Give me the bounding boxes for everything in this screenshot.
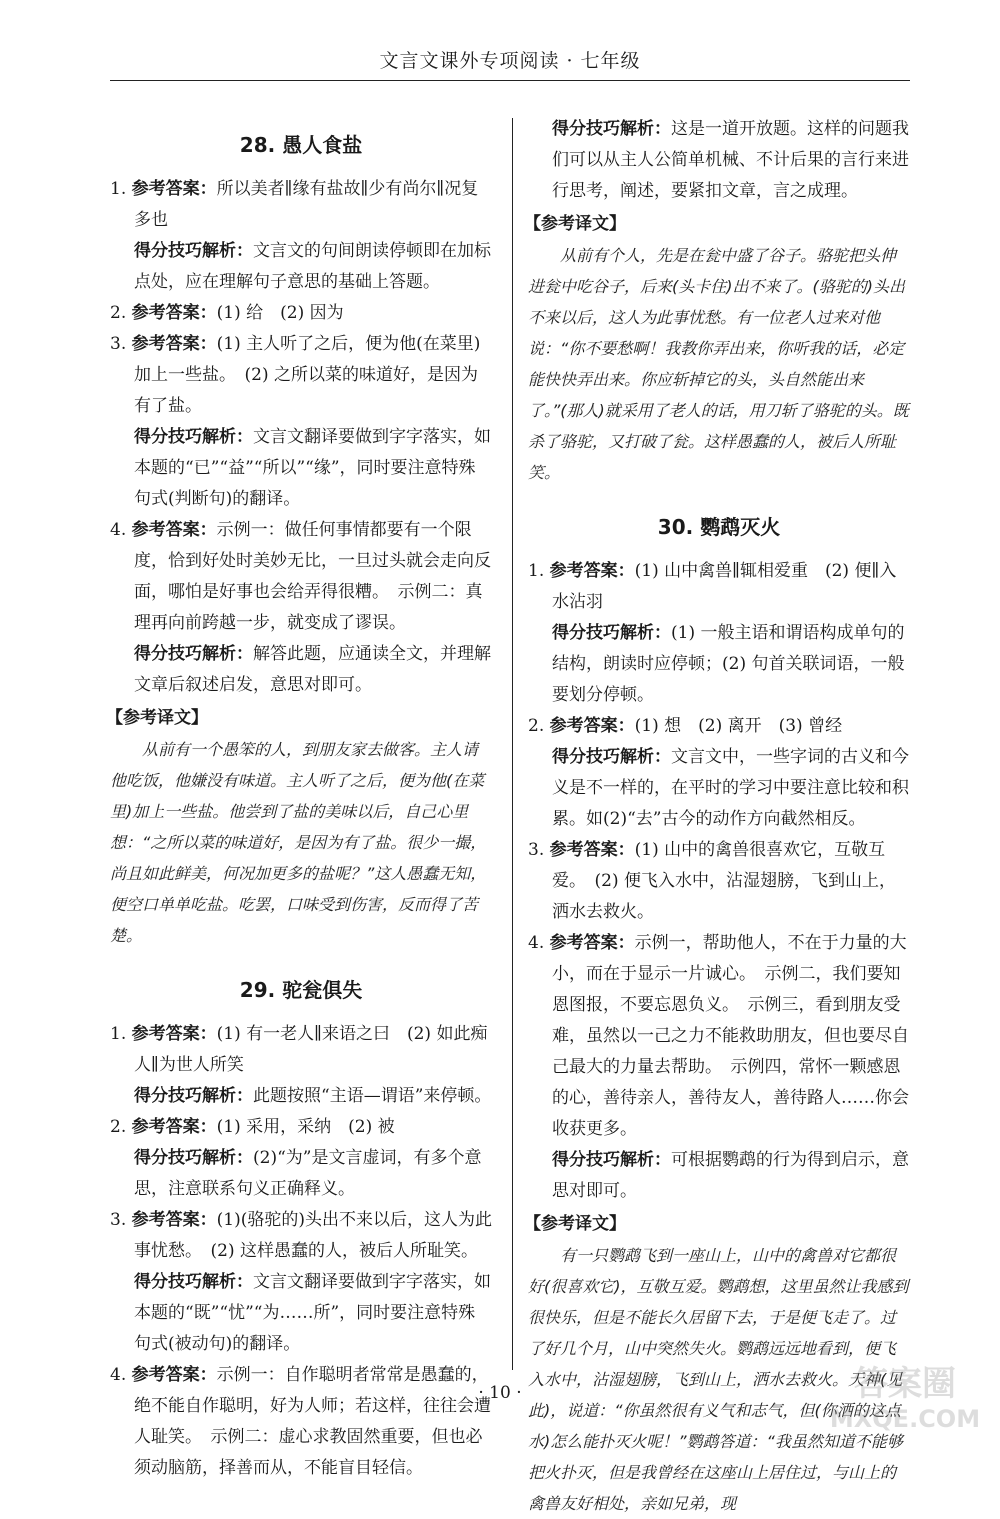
answer-text: 示例一：自作聪明者常常是愚蠢的，绝不能自作聪明，好为人师；若这样，往往会遭人耻笑。 示例二：虚心求教固然重要，但也必须动脑筋，择善而从，不能盲目轻信。 <box>134 1365 491 1478</box>
answer-text: 示例一：做任何事情都要有一个限度，恰到好处时美妙无比，一旦过头就会走向反面，哪怕是好事也会给弄得很糟。 示例二：真理再向前跨越一步，就变成了谬误。 <box>134 520 491 633</box>
tip-text: 文言文中，一些字词的古义和今义是不一样的，在平时的学习中要注意比较和积累。如(2)“去”古今的动作方向截然相反。 <box>552 747 909 829</box>
tip-text: (1) 一般主语和谓语构成单句的结构，朗读时应停顿；(2) 句首关联词语，一般要划分停顿。 <box>552 623 905 705</box>
answer-item <box>110 174 492 236</box>
watermark-url: MXQE.COM <box>829 1405 981 1433</box>
tip-text: 这是一道开放题。这样的问题我们可以从主人公简单机械、不计后果的言行来进行思考，阐述，要紧扣文章，言之成理。 <box>552 119 909 201</box>
answer-text: (1) 主人听了之后，便为他(在菜里)加上一些盐。 (2) 之所以菜的味道好，是因为有了盐。 <box>134 334 481 416</box>
item-number: 3. <box>110 334 127 354</box>
answer-label: 参考答案： <box>131 1210 217 1230</box>
item-number: 4. <box>110 1365 127 1385</box>
answer-label: 参考答案： <box>131 303 217 323</box>
item-number: 1. <box>110 179 127 199</box>
tip <box>110 1081 492 1112</box>
item-number: 1. <box>110 1024 127 1044</box>
answer-item <box>528 928 910 1145</box>
right-column <box>524 100 910 1519</box>
item-number: 1. <box>528 561 545 581</box>
answer-text: (1) 山中的禽兽很喜欢它，互敬互爱。 (2) 便飞入水中，沾湿翅膀，飞到山上，洒水去救火。 <box>552 840 896 922</box>
reference-translation-label: 【参考译文】 <box>524 214 626 234</box>
answer-label: 参考答案： <box>549 716 635 736</box>
column-divider <box>512 118 513 1370</box>
answer-item <box>528 556 910 618</box>
answer-label: 参考答案： <box>131 179 217 199</box>
tip <box>528 114 910 207</box>
tip-label: 得分技巧解析： <box>134 427 253 447</box>
section-title-30: 30. 鹦鹉灭火 <box>657 515 781 539</box>
tip <box>110 422 492 515</box>
left-column <box>106 100 492 1484</box>
item-number: 4. <box>528 933 545 953</box>
answer-label: 参考答案： <box>131 1024 217 1044</box>
tip-label: 得分技巧解析： <box>552 1150 671 1170</box>
tip-label: 得分技巧解析： <box>134 241 253 261</box>
answer-item <box>110 515 492 639</box>
answer-item <box>110 298 492 329</box>
running-header: 文言文课外专项阅读 · 七年级 <box>379 50 641 72</box>
answer-item <box>110 1019 492 1081</box>
answer-text: (1) 想 (2) 离开 (3) 曾经 <box>634 716 843 736</box>
answer-label: 参考答案： <box>131 520 217 540</box>
reference-translation: 从前有一个愚笨的人，到朋友家去做客。主人请他吃饭，他嫌没有味道。主人听了之后，便为他(在菜里)加上一些盐。他尝到了盐的美味以后，自己心里想：“之所以菜的味道好，是因为有了盐。很少一撮，尚且如此鲜美，何况加更多的盐呢？”这人愚蠢无知，便空口单单吃盐。吃罢，口味受到伤害，反而得了苦楚。 <box>110 740 487 945</box>
tip-text: 文言文翻译要做到字字落实，如本题的“已”“益”“所以”“缘”，同时要注意特殊句式(判断句)的翻译。 <box>134 427 491 509</box>
item-number: 4. <box>110 520 127 540</box>
reference-translation-label: 【参考译文】 <box>106 708 208 728</box>
answer-item <box>110 1360 492 1484</box>
item-number: 2. <box>110 1117 127 1137</box>
reference-translation: 有一只鹦鹉飞到一座山上，山中的禽兽对它都很好(很喜欢它)，互敬互爱。鹦鹉想，这里虽然让我感到很快乐，但是不能长久居留下去，于是便飞走了。过了好几个月，山中突然失火。鹦鹉远远地看到，便飞入水中，沾湿翅膀，飞到山上，洒水去救火。天神(见此)，说道：“你虽然很有义气和志气，但(你洒的这点水)怎么能扑灭火呢！”鹦鹉答道：“我虽然知道不能够把火扑灭，但是我曾经在这座山上居住过，与山上的禽兽友好相处，亲如兄弟，现 <box>528 1246 909 1513</box>
tip-text: 文言文的句间朗读停顿即在加标点处，应在理解句子意思的基础上答题。 <box>134 241 491 292</box>
header-rule <box>110 80 910 81</box>
item-number: 3. <box>528 840 545 860</box>
tip <box>110 236 492 298</box>
answer-item <box>110 1205 492 1267</box>
answer-text: (1) 山中禽兽∥辄相爱重 (2) 便∥入水沾羽 <box>552 561 897 612</box>
answer-item <box>528 835 910 928</box>
item-number: 2. <box>528 716 545 736</box>
tip-text: 解答此题，应通读全文，并理解文章后叙述启发，意思对即可。 <box>134 644 491 695</box>
answer-text: 示例一，帮助他人，不在于力量的大小，而在于显示一片诚心。 示例二，我们要知恩图报，不要忘恩负义。 示例三，看到朋友受难，虽然以一己之力不能救助朋友，但也要尽自己最大的力量去帮助。 示例四，常怀一颗感恩的心，善待亲人，善待友人，善待路人……你会收获更多。 <box>552 933 909 1139</box>
answer-label: 参考答案： <box>549 840 635 860</box>
tip-label: 得分技巧解析： <box>134 1272 253 1292</box>
answer-label: 参考答案： <box>549 561 635 581</box>
section-title-29: 29. 驼瓮俱失 <box>239 978 363 1002</box>
answer-text: (1)(骆驼的)头出不来以后，这人为此事忧愁。 (2) 这样愚蠢的人，被后人所耻笑。 <box>134 1210 492 1261</box>
tip-label: 得分技巧解析： <box>552 747 671 767</box>
watermark-text: 答案圈 <box>854 1364 956 1404</box>
answer-item <box>528 711 910 742</box>
tip-label: 得分技巧解析： <box>134 644 253 664</box>
tip <box>110 1267 492 1360</box>
tip-label: 得分技巧解析： <box>134 1148 253 1168</box>
tip-text: 文言文翻译要做到字字落实，如本题的“既”“忧”“为……所”，同时要注意特殊句式(被动句)的翻译。 <box>134 1272 491 1354</box>
tip-text: 可根据鹦鹉的行为得到启示，意思对即可。 <box>552 1150 909 1201</box>
answer-text: (1) 有一老人∥来语之曰 (2) 如此痴人∥为世人所笑 <box>134 1024 488 1075</box>
page-number: · 10 · <box>478 1383 522 1403</box>
answer-label: 参考答案： <box>131 1365 217 1385</box>
tip-label: 得分技巧解析： <box>552 623 671 643</box>
answer-item <box>110 329 492 422</box>
reference-translation: 从前有个人，先是在瓮中盛了谷子。骆驼把头伸进瓮中吃谷子，后来(头卡住)出不来了。(骆驼的)头出不来以后，这人为此事忧愁。有一位老人过来对他说：“你不要愁啊！我教你弄出来，你听我的话，必定能快快弄出来。你应斩掉它的头，头自然能出来了。”(那人)就采用了老人的话，用刀斩了骆驼的头。既杀了骆驼，又打破了瓮。这样愚蠢的人，被后人所耻笑。 <box>528 246 909 482</box>
tip <box>528 618 910 711</box>
answer-text: 所以美者∥缘有盐故∥少有尚尔∥况复多也 <box>134 179 479 230</box>
tip-text: 此题按照“主语—谓语”来停顿。 <box>253 1086 492 1106</box>
tip <box>528 742 910 835</box>
tip <box>110 1143 492 1205</box>
answer-label: 参考答案： <box>549 933 635 953</box>
item-number: 3. <box>110 1210 127 1230</box>
answer-label: 参考答案： <box>131 1117 217 1137</box>
section-title-28: 28. 愚人食盐 <box>239 133 363 157</box>
tip-label: 得分技巧解析： <box>134 1086 253 1106</box>
tip <box>528 1145 910 1207</box>
item-number: 2. <box>110 303 127 323</box>
tip <box>110 639 492 701</box>
tip-label: 得分技巧解析： <box>552 119 671 139</box>
tip-text: (2)“为”是文言虚词，有多个意思，注意联系句义正确释义。 <box>134 1148 482 1199</box>
watermark-logo <box>820 1355 990 1435</box>
answer-text: (1) 给 (2) 因为 <box>216 303 344 323</box>
answer-text: (1) 采用，采纳 (2) 被 <box>216 1117 395 1137</box>
answer-item <box>110 1112 492 1143</box>
answer-label: 参考答案： <box>131 334 217 354</box>
reference-translation-label: 【参考译文】 <box>524 1214 626 1234</box>
